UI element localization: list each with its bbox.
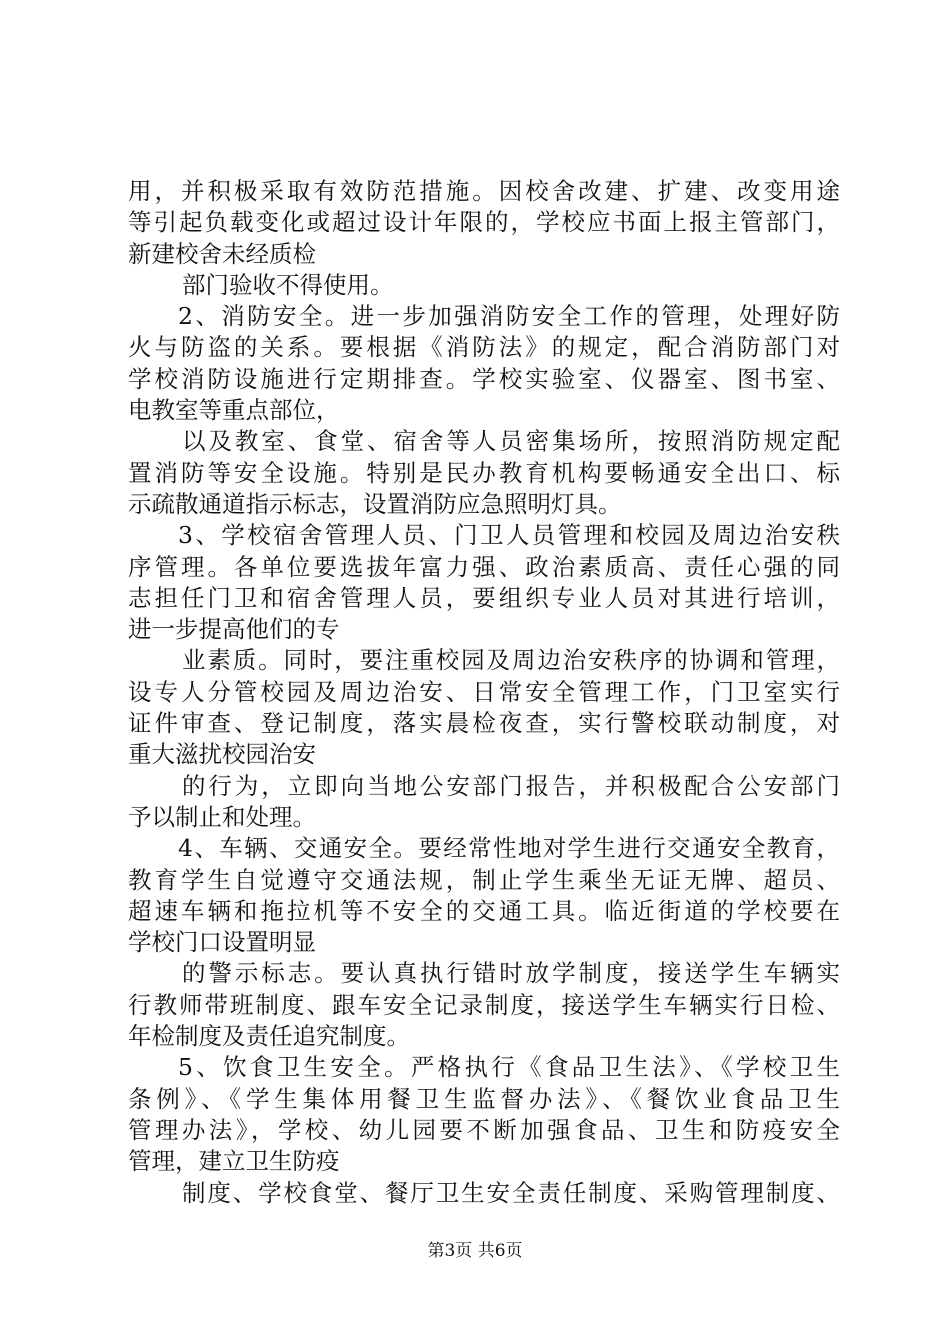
text-line: 教育学生自觉遵守交通法规，制止学生乘坐无证无牌、超员、 [128,865,840,894]
text-line: 的警示标志。要认真执行错时放学制度，接送学生车辆实 [182,959,840,988]
text-line: 火与防盗的关系。要根据《消防法》的规定，配合消防部门对 [128,333,840,362]
text-line: 用，并积极采取有效防范措施。因校舍改建、扩建、改变用途 [128,177,840,205]
text-line: 5、饮食卫生安全。严格执行《食品卫生法》、《学校卫生 [178,1053,840,1082]
text-line: 行教师带班制度、跟车安全记录制度，接送学生车辆实行日检、 [128,990,840,1019]
text-line: 序管理。各单位要选拔年富力强、政治素质高、责任心强的同 [128,552,840,581]
text-line: 年检制度及责任追究制度。 [128,1022,410,1051]
text-line: 电教室等重点部位， [128,396,340,425]
text-line: 管理，建立卫生防疫 [128,1147,340,1176]
text-line: 置消防等安全设施。特别是民办教育机构要畅通安全出口、标 [128,458,840,487]
text-line: 示疏散通道指示标志，设置消防应急照明灯具。 [128,489,622,518]
text-line: 证件审查、登记制度，落实晨检夜查，实行警校联动制度，对 [128,709,840,738]
text-line: 重大滋扰校园治安 [128,740,316,769]
text-line: 制度、学校食堂、餐厅卫生安全责任制度、采购管理制度、 [182,1178,840,1207]
text-line: 管理办法》，学校、幼儿园要不断加强食品、卫生和防疫安全 [128,1115,840,1144]
text-line: 2、消防安全。进一步加强消防安全工作的管理，处理好防 [178,302,840,331]
text-line: 的行为，立即向当地公安部门报告，并积极配合公安部门 [182,771,840,800]
document-body [128,176,840,1209]
text-line: 学校消防设施进行定期排查。学校实验室、仪器室、图书室、 [128,364,840,393]
text-line: 部门验收不得使用。 [182,270,394,299]
text-line: 条例》、《学生集体用餐卫生监督办法》、《餐饮业食品卫生 [128,1084,840,1113]
text-line: 等引起负载变化或超过设计年限的，学校应书面上报主管部门， [128,208,840,237]
text-line: 3、学校宿舍管理人员、门卫人员管理和校园及周边治安秩 [178,521,840,550]
text-line: 超速车辆和拖拉机等不安全的交通工具。临近街道的学校要在 [128,896,840,925]
text-line: 志担任门卫和宿舍管理人员，要组织专业人员对其进行培训， [128,583,840,612]
text-line: 学校门口设置明显 [128,928,316,957]
text-line: 4、车辆、交通安全。要经常性地对学生进行交通安全教育， [178,834,840,863]
page-number-footer: 第3页 共6页 [427,1241,523,1261]
text-line: 业素质。同时，要注重校园及周边治安秩序的协调和管理， [182,646,840,675]
text-line: 以及教室、食堂、宿舍等人员密集场所，按照消防规定配 [182,427,840,456]
text-line: 进一步提高他们的专 [128,615,340,644]
text-line: 予以制止和处理。 [128,802,316,831]
text-line: 设专人分管校园及周边治安、日常安全管理工作，门卫室实行 [128,677,840,706]
text-line: 新建校舍未经质检 [128,239,316,268]
